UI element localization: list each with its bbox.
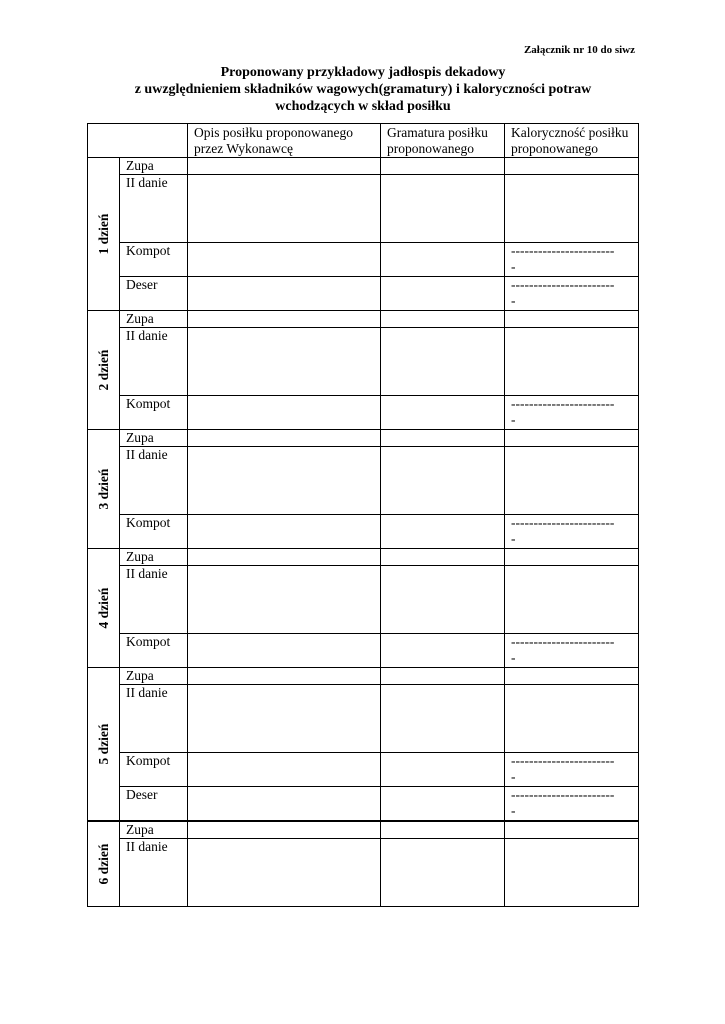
cell-empty[interactable]	[381, 549, 505, 566]
cell-empty[interactable]	[381, 566, 505, 634]
header-weight-line1: Gramatura posiłku	[387, 125, 488, 140]
row-label-soup: Zupa	[120, 821, 188, 839]
table-row	[88, 243, 639, 277]
cell-empty[interactable]	[505, 447, 639, 515]
dash-line: -----------------------	[511, 753, 615, 768]
dash-line: -	[511, 531, 516, 546]
menu-table	[87, 123, 639, 907]
dash-line: -	[511, 650, 516, 665]
calories-dash-cell	[505, 753, 639, 787]
cell-empty[interactable]	[381, 430, 505, 447]
day-label-1	[88, 158, 120, 311]
row-label-main: II danie	[120, 838, 188, 906]
dash-line: -	[511, 293, 516, 308]
table-row	[88, 634, 639, 668]
table-row	[88, 838, 639, 906]
dash-line: -----------------------	[511, 634, 615, 649]
cell-empty[interactable]	[381, 158, 505, 175]
table-row	[88, 277, 639, 311]
calories-dash-cell	[505, 396, 639, 430]
cell-empty[interactable]	[188, 753, 381, 787]
day-1-text: 1 dzień	[95, 213, 111, 255]
day-4-text: 4 dzień	[95, 587, 111, 629]
dash-line: -----------------------	[511, 277, 615, 292]
day-5-text: 5 dzień	[95, 723, 111, 765]
title-line-1: Proponowany przykładowy jadłospis dekadowy	[220, 65, 506, 80]
day-3-text: 3 dzień	[95, 468, 111, 510]
header-calories-line2: proponowanego	[511, 141, 598, 156]
cell-empty[interactable]	[188, 634, 381, 668]
header-weight	[381, 124, 505, 158]
day-2-text: 2 dzień	[95, 349, 111, 391]
dash-line: -----------------------	[511, 515, 615, 530]
cell-empty[interactable]	[505, 311, 639, 328]
cell-empty[interactable]	[381, 753, 505, 787]
cell-empty[interactable]	[505, 158, 639, 175]
cell-empty[interactable]	[188, 328, 381, 396]
cell-empty[interactable]	[188, 787, 381, 821]
dash-line: -	[511, 803, 516, 818]
dash-line: -	[511, 769, 516, 784]
header-description-line2: przez Wykonawcę	[194, 141, 294, 156]
table-row	[88, 787, 639, 821]
cell-empty[interactable]	[381, 396, 505, 430]
cell-empty[interactable]	[188, 430, 381, 447]
cell-empty[interactable]	[505, 549, 639, 566]
row-label-compote: Kompot	[120, 753, 188, 787]
row-label-dessert: Deser	[120, 787, 188, 821]
cell-empty[interactable]	[188, 685, 381, 753]
cell-empty[interactable]	[188, 396, 381, 430]
calories-dash-cell	[505, 515, 639, 549]
header-description-line1: Opis posiłku proponowanego	[194, 125, 353, 140]
header-weight-line2: proponowanego	[387, 141, 474, 156]
calories-dash-cell	[505, 243, 639, 277]
table-row	[88, 566, 639, 634]
dash-line: -	[511, 412, 516, 427]
cell-empty[interactable]	[188, 821, 381, 839]
cell-empty[interactable]	[381, 175, 505, 243]
header-calories-line1: Kaloryczność posiłku	[511, 125, 629, 140]
row-label-compote: Kompot	[120, 634, 188, 668]
table-row	[88, 821, 639, 839]
calories-dash-cell	[505, 787, 639, 821]
dash-line: -----------------------	[511, 243, 615, 258]
row-label-main: II danie	[120, 175, 188, 243]
row-label-soup: Zupa	[120, 158, 188, 175]
title-line-3: wchodzących w skład posiłku	[275, 99, 451, 114]
cell-empty[interactable]	[188, 515, 381, 549]
cell-empty[interactable]	[188, 549, 381, 566]
row-label-main: II danie	[120, 447, 188, 515]
calories-dash-cell	[505, 634, 639, 668]
cell-empty[interactable]	[381, 668, 505, 685]
cell-empty[interactable]	[505, 328, 639, 396]
day-label-6	[88, 821, 120, 907]
annex-label: Załącznik nr 10 do siwz	[523, 44, 635, 56]
cell-empty[interactable]	[381, 447, 505, 515]
cell-empty[interactable]	[505, 175, 639, 243]
calories-dash-cell	[505, 277, 639, 311]
cell-empty[interactable]	[381, 243, 505, 277]
cell-empty[interactable]	[381, 311, 505, 328]
table-row	[88, 753, 639, 787]
table-row	[88, 685, 639, 753]
table-row	[88, 447, 639, 515]
document-title	[88, 64, 638, 115]
row-label-main: II danie	[120, 328, 188, 396]
row-label-dessert: Deser	[120, 277, 188, 311]
cell-empty[interactable]	[188, 447, 381, 515]
table-row	[88, 328, 639, 396]
row-label-main: II danie	[120, 566, 188, 634]
row-label-soup: Zupa	[120, 311, 188, 328]
cell-empty[interactable]	[381, 838, 505, 906]
header-blank	[88, 124, 188, 158]
cell-empty[interactable]	[505, 668, 639, 685]
table-row	[88, 515, 639, 549]
table-row	[88, 175, 639, 243]
cell-empty[interactable]	[381, 328, 505, 396]
header-description	[188, 124, 381, 158]
title-line-2: z uwzględnieniem składników wagowych(gramatury) i kaloryczności potraw	[134, 82, 592, 97]
table-row	[88, 430, 639, 447]
table-row	[88, 668, 639, 685]
cell-empty[interactable]	[505, 685, 639, 753]
table-row	[88, 549, 639, 566]
table-row	[88, 311, 639, 328]
cell-empty[interactable]	[188, 158, 381, 175]
cell-empty[interactable]	[505, 821, 639, 839]
table-row	[88, 396, 639, 430]
cell-empty[interactable]	[381, 515, 505, 549]
dash-line: -----------------------	[511, 396, 615, 411]
header-calories	[505, 124, 639, 158]
row-label-soup: Zupa	[120, 549, 188, 566]
table-row	[88, 158, 639, 175]
cell-empty[interactable]	[381, 821, 505, 839]
cell-empty[interactable]	[188, 243, 381, 277]
cell-empty[interactable]	[381, 685, 505, 753]
cell-empty[interactable]	[381, 634, 505, 668]
row-label-compote: Kompot	[120, 396, 188, 430]
cell-empty[interactable]	[188, 277, 381, 311]
day-label-3	[88, 430, 120, 549]
cell-empty[interactable]	[381, 787, 505, 821]
day-label-4	[88, 549, 120, 668]
cell-empty[interactable]	[505, 566, 639, 634]
row-label-main: II danie	[120, 685, 188, 753]
cell-empty[interactable]	[381, 277, 505, 311]
cell-empty[interactable]	[188, 566, 381, 634]
cell-empty[interactable]	[188, 668, 381, 685]
dash-line: -	[511, 259, 516, 274]
cell-empty[interactable]	[188, 175, 381, 243]
row-label-compote: Kompot	[120, 515, 188, 549]
cell-empty[interactable]	[188, 838, 381, 906]
day-label-5	[88, 668, 120, 821]
dash-line: -----------------------	[511, 787, 615, 802]
cell-empty[interactable]	[188, 311, 381, 328]
day-label-2	[88, 311, 120, 430]
row-label-compote: Kompot	[120, 243, 188, 277]
row-label-soup: Zupa	[120, 430, 188, 447]
row-label-soup: Zupa	[120, 668, 188, 685]
cell-empty[interactable]	[505, 838, 639, 906]
day-6-text: 6 dzień	[95, 843, 111, 884]
header-row	[88, 124, 639, 158]
cell-empty[interactable]	[505, 430, 639, 447]
